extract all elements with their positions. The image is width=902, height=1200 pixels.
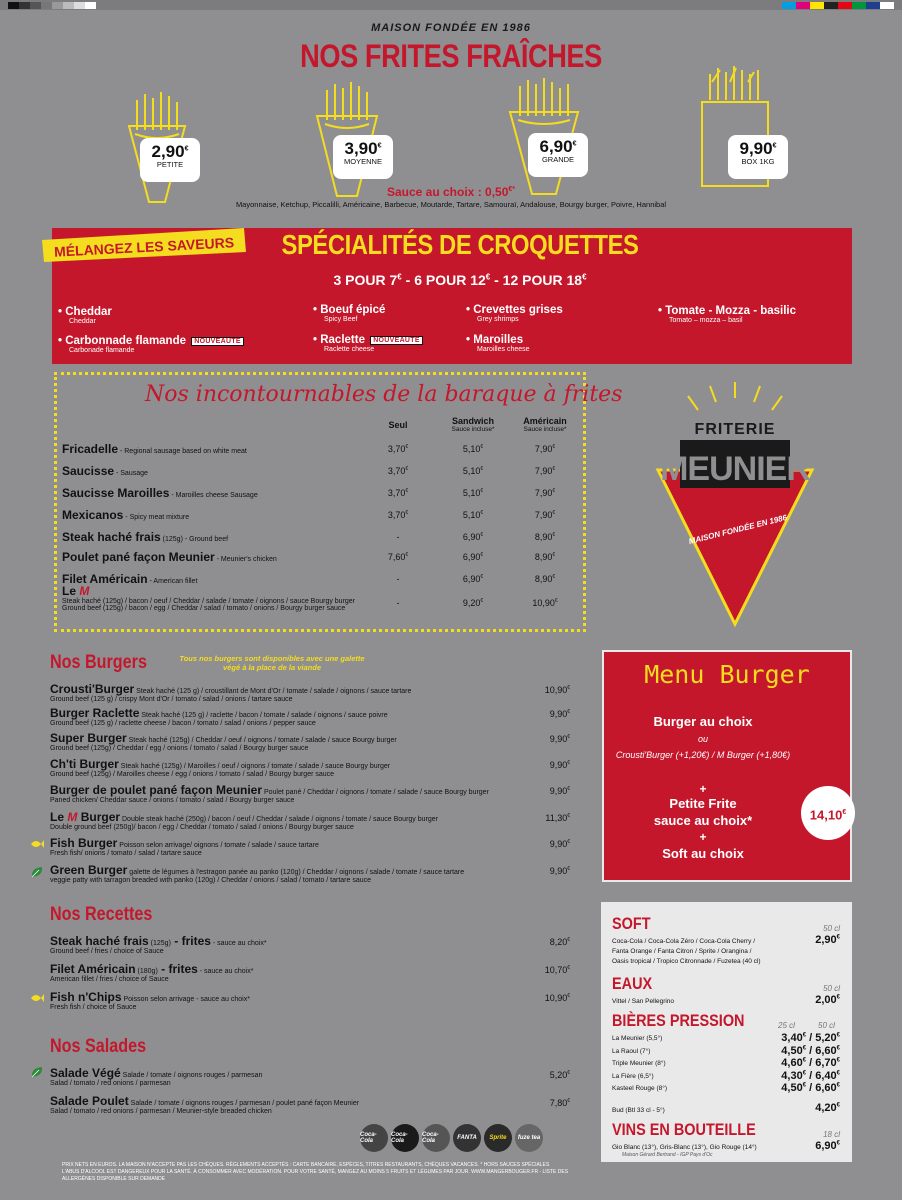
burger-price: 9,90€: [549, 866, 570, 876]
burger-price: 9,90€: [549, 734, 570, 744]
col-header-seul: Seul: [388, 420, 408, 430]
croquettes-title: SPÉCIALITÉS DE CROQUETTES: [281, 229, 639, 260]
bieres-size-25: 25 cl: [778, 1021, 795, 1030]
eaux-price: 2,00€: [815, 994, 840, 1006]
soft-title: SOFT: [612, 914, 651, 933]
salade-price: 5,20€: [549, 1070, 570, 1080]
burger-price: 10,90€: [544, 685, 570, 695]
croquette-item: • Crevettes grises Grey shrimps: [466, 304, 563, 323]
friterie-meunier-logo: [640, 380, 830, 630]
le-m-price-seul: -: [396, 598, 400, 608]
svg-text:MÉLANGEZ LES SAVEURS: MÉLANGEZ LES SAVEURS: [53, 234, 235, 260]
incontournable-price: 7,60€: [387, 552, 409, 562]
burger-price: 9,90€: [549, 709, 570, 719]
brand-logo: Coca-Cola: [360, 1124, 388, 1152]
incontournable-price: 7,90€: [534, 488, 556, 498]
plus-sign: +: [699, 830, 707, 844]
recette-item: Fish n'Chips Poisson selon arrivage - sauce au choix*: [50, 990, 250, 1004]
menu-burger-soft: Soft au choix: [662, 846, 744, 861]
svg-text:FRITERIE: FRITERIE: [694, 421, 776, 438]
menu-burger-title: Menu Burger: [644, 660, 810, 689]
brand-logo: Coca-Cola: [391, 1124, 419, 1152]
salade-price: 7,80€: [549, 1098, 570, 1108]
svg-text:MAISON FONDÉE EN 1986: MAISON FONDÉE EN 1986: [687, 512, 788, 547]
svg-text:MEUNIER: MEUNIER: [660, 450, 810, 488]
burger-price: 11,30€: [545, 813, 570, 823]
incontournables-title: Nos incontournables de la baraque à frites: [145, 382, 623, 407]
soft-size: 50 cl: [823, 924, 840, 933]
burger-item-english: Fresh fish/ onions / tomato / salad / tartare sauce: [50, 850, 202, 857]
burger-item-english: Double ground beef (250g)/ bacon / egg / Cheddar / tomato / salad / onions / Bourgy burger sauce: [50, 824, 354, 831]
croquettes-price: 3 POUR 7€ - 6 POUR 12€ - 12 POUR 18€: [333, 272, 587, 288]
brand-logo: Coca-Cola: [422, 1124, 450, 1152]
le-m-price-americain: 10,90€: [532, 598, 558, 608]
melangez-banner: [38, 226, 250, 264]
burger-item-english: Ground beef (125g) / Maroilles cheese / egg / onions / tomato / salad / Bourgy burger sauce: [50, 771, 335, 778]
incontournable-price: -: [396, 532, 400, 542]
calibration-bar: [8, 2, 96, 9]
burger-item: Fish Burger Poisson selon arrivage/ oignons / tomate / salade / sauce tartare: [50, 836, 319, 850]
beer-item: La Raoul (7°): [612, 1047, 651, 1055]
recette-item: Filet Américain (180g) - frites - sauce au choix*: [50, 962, 254, 976]
incontournable-price: 3,70€: [387, 488, 409, 498]
incontournable-price: 7,90€: [534, 510, 556, 520]
sauce-title: Sauce au choix : 0,50€*: [386, 185, 515, 199]
eaux-size: 50 cl: [823, 984, 840, 993]
brand-logos: [360, 1124, 543, 1152]
vins-list: Gio Blanc (13°), Gris-Blanc (13°), Gio Rouge (14°): [612, 1144, 757, 1151]
burger-price: 9,90€: [549, 760, 570, 770]
menu-burger-frite: Petite Frite: [669, 796, 737, 811]
fries-price-grande: 6,90€ GRANDE: [528, 133, 588, 177]
burger-price: 9,90€: [549, 786, 570, 796]
incontournable-item: Saucisse - Sausage: [62, 464, 148, 478]
recette-item: Steak haché frais (125g) - frites - sauce au choix*: [50, 934, 267, 948]
leaf-icon: [30, 866, 44, 878]
fish-icon: [30, 838, 44, 850]
burger-item: Green Burger galette de légumes à l'estragon panée au panko (120g) / Cheddar / oignons / salade / tomate / sauce tartare: [50, 863, 465, 877]
incontournable-price: 8,90€: [534, 532, 556, 542]
recette-item-english: American fillet / fries / choice of Sauce: [50, 976, 169, 983]
eaux-list: Vittel / San Pellegrino: [612, 998, 675, 1005]
incontournable-item: Fricadelle - Regional sausage based on white meat: [62, 442, 247, 456]
footer-legal-2: L'ABUS D'ALCOOL EST DANGEREUX POUR LA SANTÉ. À CONSOMMER AVEC MODÉRATION. POUR VOTRE SANTÉ, MANGEZ AU MOINS 5 FRUITS ET LÉGUMES PAR JOUR. WWW.MANGERBOUGER.FR - LISTE DES ALLERGÈNES DISPONIBLE SUR DEMANDE: [62, 1169, 569, 1182]
burgers-veggie-note: Tous nos burgers sont disponibles avec une galette végé à la place de la viande: [179, 654, 365, 672]
burger-item-english: Ground beef (125g) / Cheddar / egg / onions / tomato / salad / Bourgy burger sauce: [50, 745, 309, 752]
burger-item-english: Ground beef (125 g) / crispy Mont d'Or / tomato / salad / onions / tartare sauce: [50, 696, 293, 703]
page-title: NOS FRITES FRAÎCHES: [300, 38, 602, 74]
soft-price: 2,90€: [815, 934, 840, 946]
col-header-americain: Américain Sauce incluse*: [523, 416, 567, 433]
vins-price: 6,90€: [815, 1140, 840, 1152]
bieres-title: BIÈRES PRESSION: [612, 1011, 745, 1030]
bud-price: 4,20€: [815, 1102, 840, 1114]
menu-burger-choice: Burger au choix: [653, 714, 753, 729]
col-header-sandwich: Sandwich Sauce incluse*: [451, 416, 495, 433]
incontournable-item: Filet Américain - American fillet: [62, 572, 198, 586]
incontournable-price: 5,10€: [462, 466, 484, 476]
bieres-size-50: 50 cl: [818, 1021, 835, 1030]
incontournable-price: 8,90€: [534, 574, 556, 584]
incontournable-item: Poulet pané façon Meunier - Meunier's chicken: [62, 550, 277, 564]
le-m-price-sandwich: 9,20€: [462, 598, 484, 608]
croquette-item: • Raclette NOUVEAUTÉ Raclette cheese: [313, 334, 423, 353]
incontournable-price: 5,10€: [462, 488, 484, 498]
leaf-icon: [30, 1066, 44, 1078]
burger-item: Super Burger Steak haché (125g) / Cheddar / oeuf / oignons / tomate / salade / sauce Bourgy burger: [50, 731, 397, 745]
incontournable-price: 3,70€: [387, 466, 409, 476]
recette-item-english: Ground beef / fries / choice of Sauce: [50, 948, 164, 955]
beer-item: Triple Meunier (8°): [612, 1060, 666, 1067]
croquette-item: • Boeuf épicé Spicy Beef: [313, 304, 386, 323]
burger-item-english: Ground beef (125 g) / raclette cheese / bacon / tomato / salad / onions / pepper sauce: [50, 720, 316, 727]
recette-price: 10,90€: [544, 993, 570, 1003]
incontournable-price: 8,90€: [534, 552, 556, 562]
croquette-item: • Tomate - Mozza - basilic Tomato – mozza – basil: [658, 305, 797, 324]
fries-price-moyenne: 3,90€ MOYENNE: [333, 135, 393, 179]
incontournable-item: Steak haché frais (125g) - Ground beef: [62, 530, 229, 544]
brand-logo: Sprite: [484, 1124, 512, 1152]
beer-item: La Meunier (5,5°): [612, 1035, 663, 1042]
salades-title: Nos Salades: [50, 1036, 147, 1057]
incontournable-price: 7,90€: [534, 466, 556, 476]
incontournable-price: 6,90€: [462, 552, 484, 562]
beer-price: 4,30€ / 6,40€: [781, 1069, 840, 1082]
incontournable-price: 5,10€: [462, 510, 484, 520]
vins-size: 18 cl: [823, 1130, 840, 1139]
beer-price: 4,60€ / 6,70€: [781, 1057, 840, 1069]
menu-burger-or: ou: [697, 734, 708, 744]
color-calibration-bar: [782, 2, 894, 9]
soft-list: Coca-Cola / Coca-Cola Zéro / Coca-Cola Cherry / Fanta Orange / Fanta Citron / Sprite / Orangina / Oasis tropical / Tropico Citronnade / Fuzetea (40 cl): [612, 938, 761, 965]
brand-logo: FANTA: [453, 1124, 481, 1152]
fries-price-petite: 2,90€ PETITE: [140, 138, 200, 182]
recette-item-english: Fresh fish / choice of Sauce: [50, 1004, 137, 1011]
plus-sign: +: [699, 782, 707, 796]
incontournable-price: -: [396, 574, 400, 584]
salade-item-english: Salad / tomato / red onions / parmesan / Meunier-style breaded chicken: [50, 1108, 272, 1115]
eaux-title: EAUX: [612, 974, 653, 993]
sauce-list: Mayonnaise, Ketchup, Piccalilli, Américaine, Barbecue, Moutarde, Tartare, Samouraï, Andalouse, Bourgy burger, Poivre, Hannibal: [235, 200, 667, 209]
burger-item: Ch'ti Burger Steak haché (125g) / Maroilles / oeuf / oignons / tomate / salade / sauce Bourgy burger: [50, 757, 391, 771]
menu-burger-price: 14,10€: [801, 786, 855, 840]
salade-item-english: Salad / tomato / red onions / parmesan: [50, 1080, 171, 1087]
recettes-title: Nos Recettes: [50, 904, 153, 925]
incontournable-price: 5,10€: [462, 444, 484, 454]
croquette-item: • Cheddar Cheddar: [58, 306, 112, 325]
le-m-row: Le M Steak haché (125g) / bacon / oeuf / Cheddar / salade / tomate / oignons / sauce Bourgy burger Ground beef (125g) / bacon / egg / Cheddar / salad / tomato / onions / Bourgy burger sauce: [62, 584, 356, 612]
incontournable-price: 6,90€: [462, 574, 484, 584]
recette-price: 8,20€: [549, 937, 570, 947]
incontournable-price: 3,70€: [387, 444, 409, 454]
burger-price: 9,90€: [549, 839, 570, 849]
incontournable-price: 7,90€: [534, 444, 556, 454]
fish-icon: [30, 992, 44, 1004]
burger-item: Burger Raclette Steak haché (125 g) / raclette / bacon / tomate / salade / oignons / sauce poivre: [50, 706, 388, 720]
croquette-item: • Carbonnade flamande NOUVEAUTÉ Carbonade flamande: [58, 335, 244, 354]
burger-item: Le M Burger Double steak haché (250g) / bacon / oeuf / Cheddar / salade / oignons / tomate / sauce Bourgy burger: [50, 810, 438, 824]
bud-label: Bud (Btl 33 cl - 5°): [612, 1107, 665, 1114]
burger-item-english: veggie patty with tarragon breaded with panko (120g) / Cheddar / onions / salad / tomato / tartare sauce: [50, 877, 372, 884]
beer-price: 4,50€ / 6,60€: [781, 1044, 840, 1057]
vins-title: VINS EN BOUTEILLE: [612, 1120, 756, 1139]
print-strip: [0, 0, 902, 10]
burgers-title: Nos Burgers: [50, 652, 147, 673]
vins-sub: Maison Gérard Bertrand - IGP Pays d'Oc: [622, 1152, 713, 1158]
incontournable-price: 3,70€: [387, 510, 409, 520]
beer-item: La Fière (6,5°): [612, 1072, 654, 1080]
brand-logo: fuze tea: [515, 1124, 543, 1152]
burger-item-english: Paned chicken/ Cheddar sauce / onions / tomato / salad / Bourgy burger sauce: [50, 797, 295, 804]
incontournable-item: Mexicanos - Spicy meat mixture: [62, 508, 190, 522]
recette-price: 10,70€: [544, 965, 570, 975]
footer-legal-1: PRIX NETS EN EUROS. LA MAISON N'ACCEPTE PAS LES CHÈQUES. RÈGLEMENTS ACCEPTÉS : CARTE BANCAIRE, ESPÈCES, TITRES RESTAURANTS, CHÈQUES VACANCES. * HORS SAUCES SPÉCIALES: [62, 1162, 550, 1168]
beer-price: 4,50€ / 6,60€: [781, 1082, 840, 1094]
salade-item: Salade Poulet Salade / tomate / oignons rouges / parmesan / poulet pané façon Meunier: [50, 1094, 360, 1108]
burger-item: Crousti'Burger Steak haché (125 g) / croustillant de Mont d'Or / tomate / salade / oignons / sauce tartare: [50, 682, 412, 696]
beer-item: Kasteel Rouge (8°): [612, 1085, 667, 1092]
incontournable-price: 6,90€: [462, 532, 484, 542]
salade-item: Salade Végé Salade / tomate / oignons rouges / parmesan: [50, 1066, 263, 1080]
incontournable-item: Saucisse Maroilles - Maroilles cheese Sausage: [62, 486, 258, 500]
beer-price: 3,40€ / 5,20€: [781, 1032, 840, 1044]
croquette-item: • Maroilles Maroilles cheese: [466, 334, 530, 353]
maison-fondee: MAISON FONDÉE EN 1986: [371, 22, 531, 34]
menu-burger-sauce: sauce au choix*: [653, 813, 753, 828]
burger-item: Burger de poulet pané façon Meunier Poulet pané / Cheddar / oignons / tomate / salade / sauce Bourgy burger: [50, 783, 489, 797]
fries-price-box: 9,90€ BOX 1KG: [728, 135, 788, 179]
menu-burger-options: Crousti'Burger (+1,20€) / M Burger (+1,80€): [615, 750, 791, 760]
